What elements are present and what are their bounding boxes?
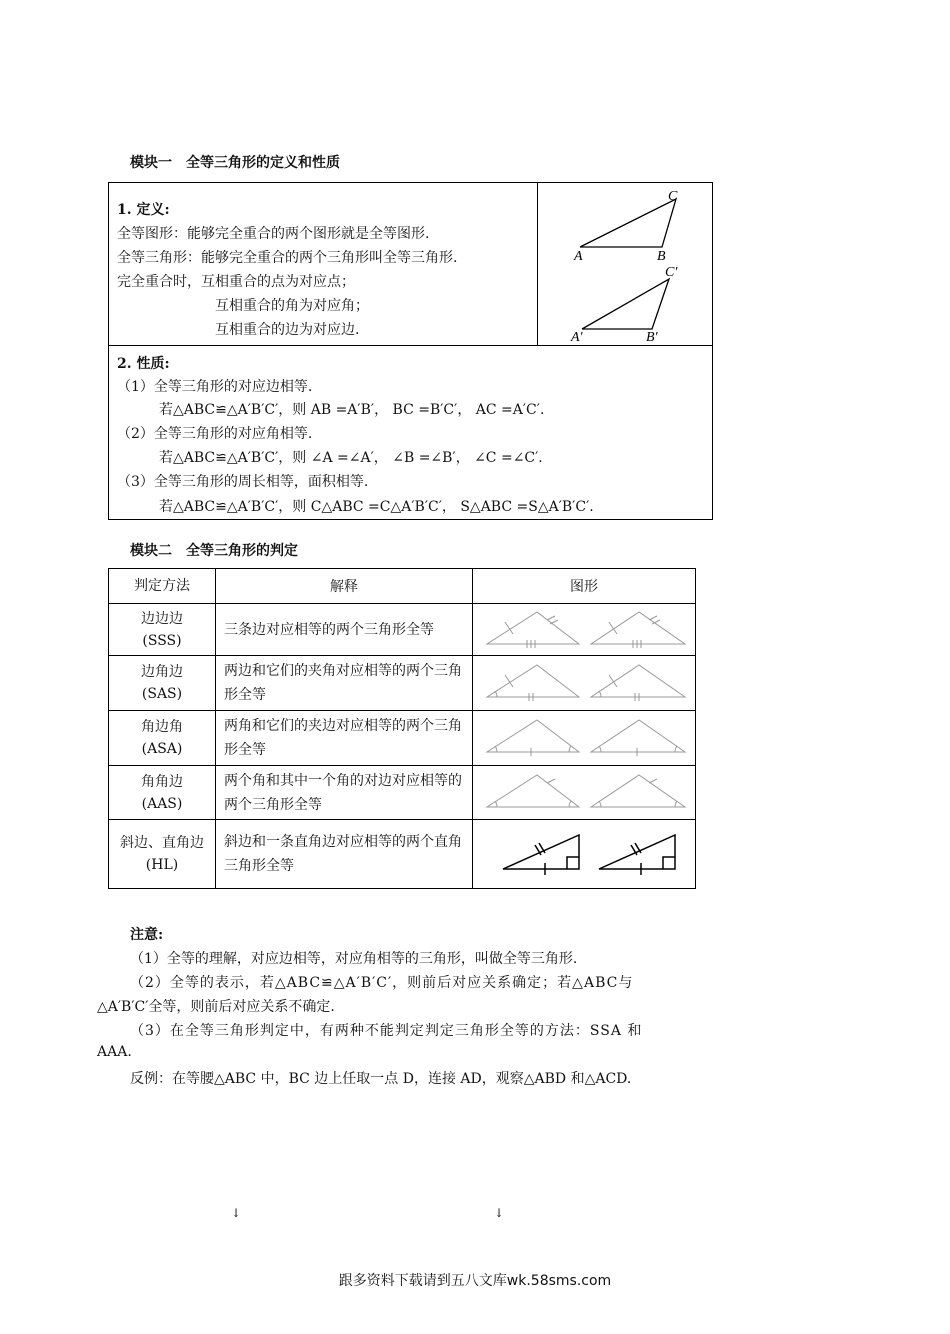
- criteria-table: [108, 568, 696, 889]
- property-heading: 2. 性质:: [117, 356, 170, 372]
- label-c-prime: C': [665, 265, 678, 280]
- footer-text: 跟多资料下载请到五八文库wk.58sms.com: [338, 1273, 612, 1289]
- method-abbr: (SSS): [142, 632, 182, 649]
- label-a: A: [574, 249, 583, 264]
- method-explain: 斜边和一条直角边对应相等的两个直角三角形全等: [216, 820, 473, 889]
- label-b: B: [657, 249, 666, 264]
- definition-box: [108, 182, 713, 520]
- stray-mark: ↓: [494, 1206, 505, 1220]
- note-2b: △A′B′C′全等，则前后对应关系不确定.: [97, 999, 335, 1015]
- note-2a: （2）全等的表示，若△ABC≌△A′B′C′，则前后对应关系确定；若△ABC与: [130, 975, 634, 991]
- table-row: [109, 656, 696, 711]
- method-name: 角角边: [141, 773, 183, 790]
- definition-line: 互相重合的边为对应边.: [215, 322, 360, 338]
- definition-line: 完全重合时，互相重合的点为对应点；: [117, 274, 355, 290]
- note-4: 反例：在等腰△ABC 中，BC 边上任取一点 D，连接 AD，观察△ABD 和△ACD.: [130, 1071, 632, 1087]
- method-explain: 两个角和其中一个角的对边对应相等的两个三角形全等: [216, 766, 473, 820]
- label-a-prime: A': [571, 330, 583, 345]
- header-figure: 图形: [473, 569, 696, 604]
- definition-line: 互相重合的角为对应角；: [215, 298, 369, 314]
- property-formula: 若△ABC≌△A′B′C′，则 ∠A =∠A′， ∠B =∠B′， ∠C =∠C′.: [159, 450, 543, 466]
- module2-title: 模块二 全等三角形的判定: [130, 543, 298, 559]
- stray-mark: ↓: [231, 1206, 242, 1220]
- definition-line: 全等三角形：能够完全重合的两个三角形叫全等三角形.: [117, 250, 458, 266]
- table-row: [109, 766, 696, 820]
- asa-figure: [479, 714, 689, 758]
- property-title: （1）全等三角形的对应边相等.: [117, 379, 313, 395]
- hl-figure: [479, 827, 689, 877]
- table-row: [109, 820, 696, 889]
- definition-heading: 1. 定义:: [117, 202, 170, 218]
- note-3b: AAA.: [97, 1044, 132, 1060]
- property-formula: 若△ABC≌△A′B′C′，则 C△ABC =C△A′B′C′， S△ABC =S△A′B′C′.: [159, 499, 594, 515]
- congruent-triangles-figure: [538, 183, 712, 345]
- method-name: 角边角: [141, 719, 183, 735]
- method-explain: 三条边对应相等的两个三角形全等: [216, 604, 473, 656]
- method-explain: 两角和它们的夹边对应相等的两个三角形全等: [216, 711, 473, 766]
- method-explain: 两边和它们的夹角对应相等的两个三角形全等: [216, 656, 473, 711]
- notes-heading: 注意:: [130, 927, 164, 943]
- label-c: C: [668, 189, 678, 204]
- label-b-prime: B': [646, 330, 658, 345]
- module1-title: 模块一 全等三角形的定义和性质: [130, 155, 340, 171]
- property-title: （2）全等三角形的对应角相等.: [117, 426, 313, 442]
- method-abbr: (AAS): [141, 795, 183, 812]
- header-method: 判定方法: [109, 569, 216, 604]
- method-abbr: (HL): [145, 857, 179, 873]
- method-abbr: (ASA): [141, 741, 183, 757]
- property-formula: 若△ABC≌△A′B′C′，则 AB =A′B′， BC =B′C′， AC =A′C′.: [159, 402, 545, 418]
- method-name: 斜边、直角边: [120, 835, 204, 851]
- aas-figure: [479, 769, 689, 813]
- definition-line: 全等图形：能够完全重合的两个图形就是全等图形.: [117, 226, 430, 242]
- method-name: 边角边: [141, 664, 183, 680]
- header-explain: 解释: [216, 569, 473, 604]
- property-title: （3）全等三角形的周长相等，面积相等.: [117, 474, 369, 490]
- note-1: （1）全等的理解，对应边相等，对应角相等的三角形，叫做全等三角形.: [130, 951, 578, 967]
- table-row: [109, 604, 696, 656]
- note-3a: （3）在全等三角形判定中，有两种不能判定判定三角形全等的方法：SSA 和: [130, 1023, 643, 1039]
- method-abbr: (SAS): [141, 686, 183, 702]
- method-name: 边边边: [141, 610, 183, 627]
- sas-figure: [479, 659, 689, 703]
- table-row: [109, 711, 696, 766]
- sss-figure: [479, 606, 689, 650]
- table-header-row: [109, 569, 696, 604]
